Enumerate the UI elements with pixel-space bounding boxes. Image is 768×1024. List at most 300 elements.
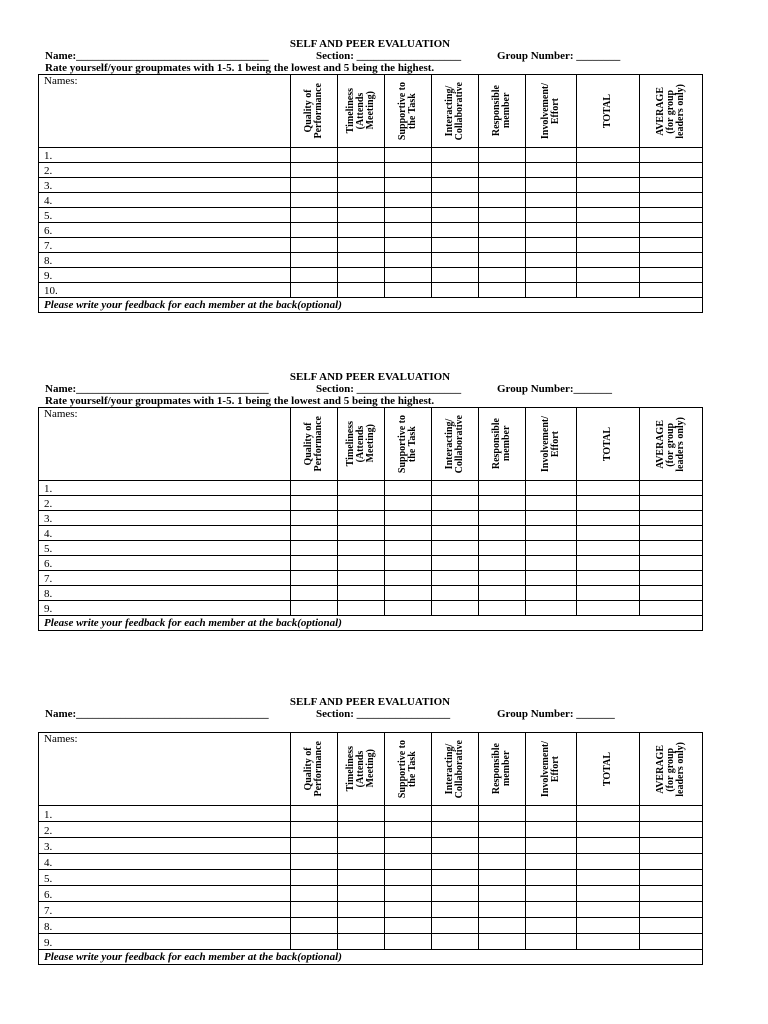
score-cell[interactable] [577,556,640,571]
score-cell[interactable] [640,902,703,918]
score-cell[interactable] [526,208,577,223]
score-cell[interactable] [640,870,703,886]
score-cell[interactable] [385,283,432,298]
score-cell[interactable] [479,148,526,163]
score-cell[interactable] [385,238,432,253]
score-cell[interactable] [338,268,385,283]
score-cell[interactable] [291,526,338,541]
score-cell[interactable] [385,268,432,283]
member-row [39,556,703,571]
member-row [39,902,703,918]
score-cell[interactable] [526,193,577,208]
score-cell[interactable] [640,822,703,838]
section-field[interactable]: Section: ___________________ [316,50,462,62]
member-name-cell[interactable]: 2. [39,822,291,838]
score-cell[interactable] [577,854,640,870]
score-cell[interactable] [291,586,338,601]
col-average: AVERAGE (for group leaders only) [640,408,703,481]
member-name-cell[interactable]: 3. [39,178,291,193]
score-cell[interactable] [291,283,338,298]
score-cell[interactable] [640,268,703,283]
score-cell[interactable] [526,511,577,526]
score-cell[interactable] [479,886,526,902]
group-number-field[interactable]: Group Number: ________ [497,50,621,62]
score-cell[interactable] [526,854,577,870]
score-cell[interactable] [432,148,479,163]
score-cell[interactable] [479,934,526,950]
col-supportive: Supportive to the Task [385,408,432,481]
member-name-cell[interactable]: 1. [39,481,291,496]
score-cell[interactable] [432,556,479,571]
score-cell[interactable] [479,496,526,511]
score-cell[interactable] [526,163,577,178]
score-cell[interactable] [640,556,703,571]
score-cell[interactable] [640,526,703,541]
score-cell[interactable] [577,571,640,586]
score-cell[interactable] [577,822,640,838]
score-cell[interactable] [640,934,703,950]
score-cell[interactable] [577,934,640,950]
score-cell[interactable] [338,571,385,586]
score-cell[interactable] [577,586,640,601]
score-cell[interactable] [526,253,577,268]
score-cell[interactable] [338,253,385,268]
score-cell[interactable] [577,208,640,223]
score-cell[interactable] [526,601,577,616]
score-cell[interactable] [291,238,338,253]
col-interacting: Interacting/ Collaborative [432,75,479,148]
score-cell[interactable] [577,870,640,886]
score-cell[interactable] [385,178,432,193]
member-name-cell[interactable]: 7. [39,902,291,918]
score-cell[interactable] [640,208,703,223]
group-number-field[interactable]: Group Number:_______ [497,383,612,395]
member-name-cell[interactable]: 7. [39,238,291,253]
score-cell[interactable] [526,870,577,886]
member-row [39,806,703,822]
member-name-cell[interactable]: 3. [39,511,291,526]
score-cell[interactable] [432,822,479,838]
score-cell[interactable] [385,223,432,238]
score-cell[interactable] [479,571,526,586]
member-name-cell[interactable]: 1. [39,148,291,163]
score-cell[interactable] [432,193,479,208]
score-cell[interactable] [640,806,703,822]
score-cell[interactable] [432,902,479,918]
score-cell[interactable] [291,918,338,934]
names-header: Names: [39,408,291,481]
score-cell[interactable] [338,556,385,571]
score-cell[interactable] [640,163,703,178]
score-cell[interactable] [479,838,526,854]
score-cell[interactable] [479,806,526,822]
score-cell[interactable] [338,511,385,526]
score-cell[interactable] [479,586,526,601]
group-number-field[interactable]: Group Number: _______ [497,708,615,720]
score-cell[interactable] [385,934,432,950]
member-name-cell[interactable]: 9. [39,934,291,950]
score-cell[interactable] [338,902,385,918]
score-cell[interactable] [479,283,526,298]
col-involvement: Involvement/ Effort [526,75,577,148]
score-cell[interactable] [479,511,526,526]
score-cell[interactable] [338,238,385,253]
score-cell[interactable] [640,178,703,193]
score-cell[interactable] [338,526,385,541]
score-cell[interactable] [432,854,479,870]
score-cell[interactable] [385,822,432,838]
form-title: SELF AND PEER EVALUATION [289,696,451,708]
score-cell[interactable] [385,902,432,918]
score-cell[interactable] [577,918,640,934]
score-cell[interactable] [479,193,526,208]
rows-body [39,481,703,616]
score-cell[interactable] [577,148,640,163]
score-cell[interactable] [385,193,432,208]
member-name-cell[interactable]: 1. [39,806,291,822]
score-cell[interactable] [385,806,432,822]
score-cell[interactable] [385,854,432,870]
member-row [39,496,703,511]
score-cell[interactable] [291,556,338,571]
form-title: SELF AND PEER EVALUATION [289,371,451,383]
col-supportive: Supportive to the Task [385,733,432,806]
member-name-cell[interactable]: 9. [39,268,291,283]
score-cell[interactable] [577,193,640,208]
score-cell[interactable] [291,822,338,838]
score-cell[interactable] [577,806,640,822]
score-cell[interactable] [432,918,479,934]
member-name-cell[interactable]: 6. [39,556,291,571]
score-cell[interactable] [479,208,526,223]
score-cell[interactable] [291,511,338,526]
score-cell[interactable] [479,163,526,178]
score-cell[interactable] [640,223,703,238]
score-cell[interactable] [385,838,432,854]
score-cell[interactable] [640,886,703,902]
header-row [39,408,703,481]
score-cell[interactable] [291,886,338,902]
names-header: Names: [39,75,291,148]
score-cell[interactable] [385,541,432,556]
score-cell[interactable] [291,208,338,223]
score-cell[interactable] [338,283,385,298]
score-cell[interactable] [479,822,526,838]
member-name-cell[interactable]: 7. [39,571,291,586]
score-cell[interactable] [479,541,526,556]
score-cell[interactable] [338,481,385,496]
member-row [39,541,703,556]
score-cell[interactable] [338,822,385,838]
score-cell[interactable] [432,541,479,556]
member-row [39,208,703,223]
score-cell[interactable] [526,918,577,934]
section-field[interactable]: Section: _________________ [316,708,451,720]
score-cell[interactable] [338,854,385,870]
score-cell[interactable] [526,934,577,950]
evaluation-form-3 [38,696,702,965]
score-cell[interactable] [479,918,526,934]
score-cell[interactable] [577,238,640,253]
score-cell[interactable] [291,902,338,918]
member-name-cell[interactable]: 5. [39,208,291,223]
score-cell[interactable] [291,571,338,586]
score-cell[interactable] [526,902,577,918]
score-cell[interactable] [338,193,385,208]
score-cell[interactable] [291,870,338,886]
score-cell[interactable] [385,496,432,511]
score-cell[interactable] [526,283,577,298]
score-cell[interactable] [577,481,640,496]
score-cell[interactable] [577,526,640,541]
score-cell[interactable] [432,208,479,223]
score-cell[interactable] [291,806,338,822]
member-name-cell[interactable]: 6. [39,223,291,238]
score-cell[interactable] [432,601,479,616]
member-name-cell[interactable]: 2. [39,163,291,178]
score-cell[interactable] [640,541,703,556]
score-cell[interactable] [385,481,432,496]
score-cell[interactable] [577,283,640,298]
score-cell[interactable] [640,496,703,511]
name-field[interactable]: Name:___________________________________ [45,708,269,720]
score-cell[interactable] [291,854,338,870]
score-cell[interactable] [432,806,479,822]
score-cell[interactable] [577,496,640,511]
score-cell[interactable] [640,511,703,526]
score-cell[interactable] [385,148,432,163]
score-cell[interactable] [432,283,479,298]
score-cell[interactable] [291,193,338,208]
score-cell[interactable] [338,148,385,163]
score-cell[interactable] [291,268,338,283]
score-cell[interactable] [432,571,479,586]
score-cell[interactable] [526,541,577,556]
score-cell[interactable] [640,283,703,298]
score-cell[interactable] [338,806,385,822]
score-cell[interactable] [577,511,640,526]
score-cell[interactable] [338,586,385,601]
evaluation-table [38,74,703,313]
score-cell[interactable] [432,238,479,253]
member-name-cell[interactable]: 8. [39,253,291,268]
score-cell[interactable] [338,870,385,886]
score-cell[interactable] [479,268,526,283]
score-cell[interactable] [479,178,526,193]
score-cell[interactable] [338,208,385,223]
score-cell[interactable] [291,148,338,163]
member-row [39,148,703,163]
score-cell[interactable] [526,886,577,902]
score-cell[interactable] [526,571,577,586]
score-cell[interactable] [432,934,479,950]
score-cell[interactable] [526,526,577,541]
score-cell[interactable] [640,854,703,870]
score-cell[interactable] [526,223,577,238]
score-cell[interactable] [577,541,640,556]
score-cell[interactable] [640,586,703,601]
evaluation-form-1 [38,38,702,313]
score-cell[interactable] [526,268,577,283]
member-name-cell[interactable]: 10. [39,283,291,298]
form-title: SELF AND PEER EVALUATION [289,38,451,50]
score-cell[interactable] [577,902,640,918]
score-cell[interactable] [338,918,385,934]
score-cell[interactable] [479,481,526,496]
name-field[interactable]: Name:___________________________________ [45,383,269,395]
member-name-cell[interactable]: 2. [39,496,291,511]
score-cell[interactable] [291,601,338,616]
score-cell[interactable] [385,870,432,886]
score-cell[interactable] [432,253,479,268]
score-cell[interactable] [577,601,640,616]
score-cell[interactable] [577,886,640,902]
score-cell[interactable] [432,526,479,541]
member-row [39,886,703,902]
score-cell[interactable] [526,238,577,253]
member-name-cell[interactable]: 8. [39,918,291,934]
score-cell[interactable] [577,253,640,268]
form-fields-line [38,383,702,395]
score-cell[interactable] [385,586,432,601]
score-cell[interactable] [432,838,479,854]
score-cell[interactable] [385,511,432,526]
rows-body [39,806,703,950]
col-total: TOTAL [577,408,640,481]
score-cell[interactable] [385,918,432,934]
score-cell[interactable] [526,806,577,822]
score-cell[interactable] [291,178,338,193]
score-cell[interactable] [385,886,432,902]
member-name-cell[interactable]: 6. [39,886,291,902]
score-cell[interactable] [338,223,385,238]
instruction-text: Rate yourself/your groupmates with 1-5. 1 being the lowest and 5 being the highest. [45,62,435,74]
score-cell[interactable] [479,526,526,541]
score-cell[interactable] [640,193,703,208]
col-quality: Quality of Performance [291,75,338,148]
score-cell[interactable] [338,838,385,854]
score-cell[interactable] [338,601,385,616]
score-cell[interactable] [338,934,385,950]
score-cell[interactable] [432,223,479,238]
score-cell[interactable] [432,586,479,601]
score-cell[interactable] [432,268,479,283]
member-name-cell[interactable]: 4. [39,193,291,208]
score-cell[interactable] [291,163,338,178]
score-cell[interactable] [385,571,432,586]
member-name-cell[interactable]: 4. [39,854,291,870]
evaluation-table [38,407,703,631]
name-field[interactable]: Name:___________________________________ [45,50,269,62]
score-cell[interactable] [432,481,479,496]
member-name-cell[interactable]: 3. [39,838,291,854]
score-cell[interactable] [338,886,385,902]
score-cell[interactable] [291,838,338,854]
evaluation-table [38,732,703,965]
score-cell[interactable] [385,163,432,178]
score-cell[interactable] [432,511,479,526]
score-cell[interactable] [291,541,338,556]
score-cell[interactable] [432,163,479,178]
score-cell[interactable] [338,178,385,193]
score-cell[interactable] [432,870,479,886]
score-cell[interactable] [291,253,338,268]
score-cell[interactable] [640,571,703,586]
score-cell[interactable] [526,496,577,511]
score-cell[interactable] [526,586,577,601]
score-cell[interactable] [385,208,432,223]
member-row [39,934,703,950]
score-cell[interactable] [338,496,385,511]
score-cell[interactable] [291,223,338,238]
score-cell[interactable] [479,902,526,918]
score-cell[interactable] [479,870,526,886]
score-cell[interactable] [577,838,640,854]
score-cell[interactable] [432,886,479,902]
score-cell[interactable] [577,268,640,283]
footer-row [39,950,703,965]
score-cell[interactable] [640,918,703,934]
score-cell[interactable] [479,238,526,253]
score-cell[interactable] [577,163,640,178]
member-row [39,601,703,616]
score-cell[interactable] [577,223,640,238]
col-responsible: Responsible member [479,733,526,806]
score-cell[interactable] [291,934,338,950]
score-cell[interactable] [479,556,526,571]
score-cell[interactable] [291,496,338,511]
score-cell[interactable] [479,854,526,870]
member-row [39,838,703,854]
member-name-cell[interactable]: 8. [39,586,291,601]
score-cell[interactable] [338,163,385,178]
score-cell[interactable] [640,253,703,268]
score-cell[interactable] [479,253,526,268]
score-cell[interactable] [526,178,577,193]
score-cell[interactable] [385,601,432,616]
score-cell[interactable] [432,496,479,511]
score-cell[interactable] [640,238,703,253]
score-cell[interactable] [338,541,385,556]
member-name-cell[interactable]: 5. [39,870,291,886]
score-cell[interactable] [385,253,432,268]
member-name-cell[interactable]: 4. [39,526,291,541]
score-cell[interactable] [479,601,526,616]
score-cell[interactable] [577,178,640,193]
col-timeliness: Timeliness (Attends Meeting) [338,408,385,481]
score-cell[interactable] [526,838,577,854]
score-cell[interactable] [640,838,703,854]
section-field[interactable]: Section: ___________________ [316,383,462,395]
score-cell[interactable] [526,822,577,838]
score-cell[interactable] [640,148,703,163]
score-cell[interactable] [526,481,577,496]
score-cell[interactable] [385,556,432,571]
member-name-cell[interactable]: 9. [39,601,291,616]
score-cell[interactable] [526,148,577,163]
feedback-note: Please write your feedback for each member at the back(optional) [39,298,703,313]
score-cell[interactable] [640,481,703,496]
score-cell[interactable] [432,178,479,193]
score-cell[interactable] [385,526,432,541]
member-name-cell[interactable]: 5. [39,541,291,556]
score-cell[interactable] [479,223,526,238]
member-row [39,870,703,886]
score-cell[interactable] [640,601,703,616]
col-quality: Quality of Performance [291,733,338,806]
score-cell[interactable] [526,556,577,571]
score-cell[interactable] [291,481,338,496]
